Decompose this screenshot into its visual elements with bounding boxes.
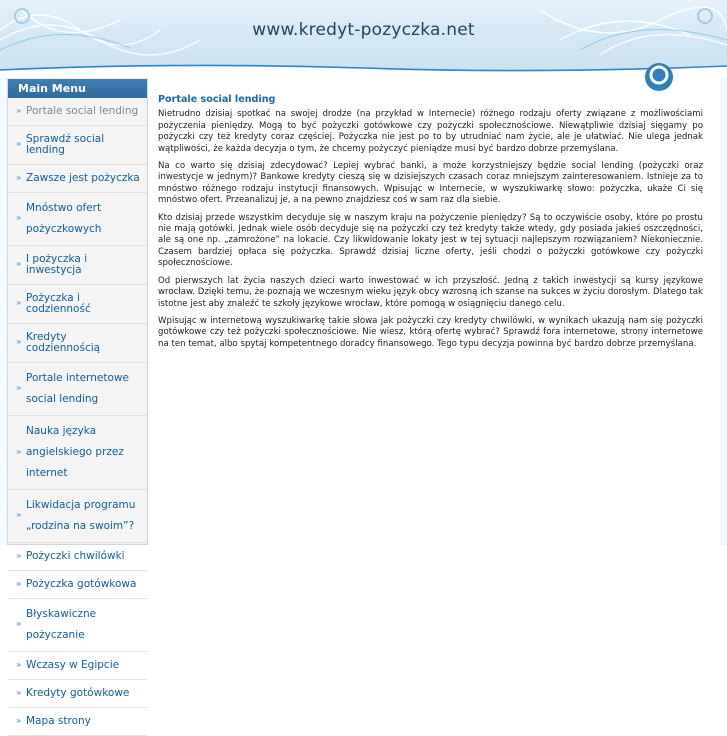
menu-item-blyskawiczne-pozyczanie[interactable] [8,599,147,652]
menu-item-kredyty-gotowkowe[interactable] [8,680,147,708]
site-title: www.kredyt-pozyczka.net [252,20,475,40]
menu-item-label: Portale internetowe social lending [26,372,129,405]
main-menu [8,98,147,736]
menu-item-wczasy-w-egipcie[interactable] [8,652,147,680]
article-paragraph: Od pierwszych lat życia naszych dzieci warto inwestować w ich przyszłość. Jedną z takich inwestycji są kursy językowe wrocław. Dzięki temu, że poznają we wczesnym wieku język obcy wzrosną ich szanse na sukces w życiu dorosłym. Dlatego tak istotne jest aby znaleźć te szkoły językowe wrocław, które pomogą w osiągnięciu danego celu. [158,275,703,309]
double-chevron-right-icon: » [16,213,22,224]
page-header [0,0,727,78]
menu-item-pozyczki-chwilowki[interactable] [8,543,147,571]
article-paragraph: Na co warto się dzisiaj zdecydować? Lepiej wybrać banki, a może korzystniejszy będzie social lending (pożyczki oraz inwestycje w jednym)? Bankowe kredyty cieszą się w dzisiejszych czasach coraz mniejszym zainteresowaniem. Istnieje za to mnóstwo różnego rodzaju instytucji finansowych. Wpisując w Internecie, w wyszukiwarkę słowo: pożyczka, ukaże Ci się mnóstwo ofert. Przeanalizuj je, a na pewno znajdziesz coś w sam raz dla siebie. [158,161,703,206]
left-gutter [0,78,7,545]
double-chevron-right-icon: » [16,106,22,116]
menu-item-zawsze-jest-pozyczka[interactable] [8,165,147,193]
menu-item-pozyczka-i-inwestycja[interactable] [8,246,147,285]
ring-badge-icon [644,62,674,92]
sidebar-title: Main Menu [8,79,147,98]
menu-item-label: I pożyczka i inwestycja [26,253,88,276]
menu-item-label: Wczasy w Egipcie [26,659,120,671]
menu-item-label: Nauka języka angielskiego przez internet [26,425,124,479]
article-paragraph: Nietrudno dzisiaj spotkać na swojej drodze (na przykład w Internecie) różnego rodzaju oferty związane z możliwościami pożyczenia pieniędzy. Mogą to być pożyczki gotówkowe czy pożyczki społecznościowe. Niewątpliwie dzisiaj sięgamy po pożyczki czy też kredyty coraz częściej. Pożyczka nie jest po to by utrudniać nam życie, ale je ułatwiać. Nie ulega jednak wątpliwości, że każda decyzja o tym, że chcemy pożyczyć pieniądze musi być bardzo dobrze przemyślana. [158,109,703,154]
double-chevron-right-icon: » [16,619,22,630]
double-chevron-right-icon: » [16,298,22,309]
article-paragraph: Wpisując w internetową wyszukiwarkę takie słowa jak pożyczki czy kredyty chwilówki, w wynikach ukazują nam się pożyczki gotówkowe czy też pożyczki społecznościowe. Nie wiesz, którą ofertę wybrać? Sprawdź fora internetowe, strony internetowe na ten temat, albo spytaj kompetentnego doradcy finansowego. Tego typu decyzja powinna być bardzo dobrze przemyślana. [158,315,703,349]
menu-item-sprawdz-social-lending[interactable] [8,126,147,165]
menu-item-label: Sprawdź social lending [26,133,105,156]
double-chevron-right-icon: » [16,139,22,150]
menu-item-portale-social-lending[interactable] [8,98,147,126]
menu-item-label: Błyskawiczne pożyczanie [26,608,97,641]
double-chevron-right-icon: » [16,383,22,394]
menu-item-nauka-jezyka[interactable] [8,416,147,490]
menu-item-label: Pożyczki chwilówki [26,550,125,562]
double-chevron-right-icon: » [16,688,22,698]
menu-item-portale-internetowe[interactable] [8,363,147,416]
menu-item-label: Pożyczka gotówkowa [26,578,137,590]
menu-item-label: Portale social lending [26,105,139,117]
double-chevron-right-icon: » [16,510,22,521]
double-chevron-right-icon: » [16,660,22,670]
menu-item-kredyty-codziennoscia[interactable] [8,324,147,363]
article-title: Portale social lending [158,94,276,105]
double-chevron-right-icon: » [16,259,22,270]
double-chevron-right-icon: » [16,447,22,457]
menu-item-label: Likwidacja programu „rodzina na swoim”? [26,499,136,532]
sidebar [7,78,148,727]
menu-item-label: Mnóstwo ofert pożyczkowych [26,202,102,235]
double-chevron-right-icon: » [16,579,22,589]
article [158,94,703,356]
menu-item-mnostwo-ofert[interactable] [8,193,147,246]
menu-item-label: Zawsze jest pożyczka [26,172,140,184]
menu-item-label: Mapa strony [26,715,91,727]
article-paragraph: Kto dzisiaj przede wszystkim decyduje się w naszym kraju na pożyczenie pieniędzy? Są to oczywiście osoby, które po prostu nie mają gotówki. Jednak wiele osób decyduje się na pożyczki czy też kredyty także wtedy, gdy posiada jakieś oszczędności, ale są one np. „zamrożone” na lokacie. Czy likwidowanie lokaty jest w tej sytuacji najlepszym rozwiązaniem? Niekoniecznie. Czasem bardziej opłaca się pożyczka. Sprawdź dzisiaj liczne oferty, jeśli chodzi o pożyczki gotówkowe czy pożyczki społecznościowe. [158,212,703,269]
menu-item-likwidacja-programu[interactable] [8,490,147,543]
right-gutter [720,78,727,545]
main-content [148,78,720,545]
menu-item-pozyczka-gotowkowa[interactable] [8,571,147,599]
double-chevron-right-icon: » [16,551,22,561]
menu-item-label: Kredyty codziennością [26,331,101,354]
menu-item-mapa-strony[interactable] [8,708,147,736]
menu-item-label: Kredyty gotówkowe [26,687,130,699]
double-chevron-right-icon: » [16,337,22,348]
header-wave-divider [0,62,727,78]
menu-item-pozyczka-i-codziennosc[interactable] [8,285,147,324]
menu-item-label: Pożyczka i codzienność [26,292,91,315]
double-chevron-right-icon: » [16,716,22,726]
double-chevron-right-icon: » [16,173,22,183]
